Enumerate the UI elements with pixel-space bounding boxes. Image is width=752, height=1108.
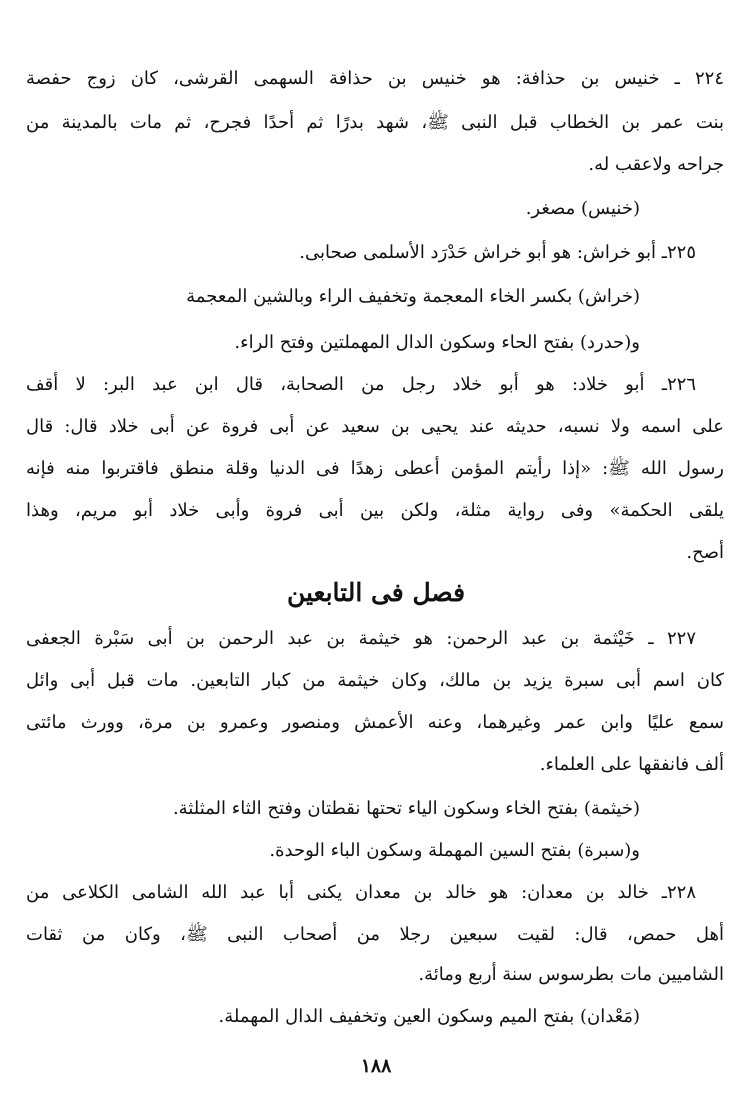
entry-227-line-1: ٢٢٧ ـ خَيْثمة بن عبد الرحمن: هو خيثمة بن عبد الرحمن بن أبى سَبْرة الجعفى — [26, 628, 696, 649]
section-heading: فصل فى التابعين — [286, 578, 466, 607]
entry-225-line-1: ٢٢٥ـ أبو خراش: هو أبو خراش حَدْرَد الأسلمى صحابى. — [299, 242, 696, 263]
entry-226-line-1: ٢٢٦ـ أبو خلاد: هو أبو خلاد رجل من الصحابة، قال ابن عبد البر: لا أقف — [26, 374, 696, 395]
entry-224-line-3: جراحه ولاعقب له. — [588, 154, 724, 175]
entry-224-line-2: بنت عمر بن الخطاب قبل النبى ﷺ، شهد بدرًا ثم أحدًا فجرح، ثم مات بالمدينة من — [26, 112, 724, 133]
entry-228-line-2: أهل حمص، قال: لقيت سبعين رجلا من أصحاب النبى ﷺ، وكان من ثقات — [26, 924, 724, 945]
entry-224-line-1: ٢٢٤ ـ خنيس بن حذافة: هو خنيس بن حذافة السهمى القرشى، كان زوج حفصة — [26, 68, 724, 89]
page-number: ١٨٨ — [360, 1055, 392, 1077]
note-228: (مَعْدان) بفتح الميم وسكون العين وتخفيف الدال المهملة. — [218, 1006, 640, 1027]
entry-227-line-3: سمع عليًا وابن عمر وغيرهما، وعنه الأعمش ومنصور وعمرو بن مرة، وورث مائتى — [26, 712, 724, 733]
note-225-b: و(حدرد) بفتح الحاء وسكون الدال المهملتين وفتح الراء. — [234, 332, 640, 353]
entry-226-line-3: رسول الله ﷺ: «إذا رأيتم المؤمن أعطى زهدًا فى الدنيا وقلة منطق فاقتربوا منه فإنه — [26, 458, 724, 479]
entry-227-line-4: ألف فانفقها على العلماء. — [539, 754, 724, 775]
note-224: (خنيس) مصغر. — [525, 198, 640, 219]
note-227-b: و(سبرة) بفتح السين المهملة وسكون الباء الوحدة. — [269, 840, 640, 861]
entry-227-line-2: كان اسم أبى سبرة يزيد بن مالك، وكان خيثمة من كبار التابعين. مات قبل أبى وائل — [26, 670, 724, 691]
note-227-a: (خيثمة) بفتح الخاء وسكون الياء تحتها نقطتان وفتح الثاء المثلثة. — [172, 798, 640, 819]
entry-228-line-3: الشاميين مات بطرسوس سنة أربع ومائة. — [418, 964, 724, 985]
note-225-a: (خراش) بكسر الخاء المعجمة وتخفيف الراء وبالشين المعجمة — [186, 286, 640, 307]
entry-226-line-5: أصح. — [686, 542, 724, 563]
entry-226-line-4: يلقى الحكمة» وفى رواية مثلة، ولكن بين أبى فروة وأبى خلاد أبو مريم، وهذا — [26, 500, 724, 521]
entry-228-line-1: ٢٢٨ـ خالد بن معدان: هو خالد بن معدان يكنى أبا عبد الله الشامى الكلاعى من — [26, 882, 696, 903]
entry-226-line-2: على اسمه ولا نسبه، حديثه عند يحيى بن سعيد عن أبى فروة عن أبى خلاد قال: قال — [26, 416, 724, 437]
